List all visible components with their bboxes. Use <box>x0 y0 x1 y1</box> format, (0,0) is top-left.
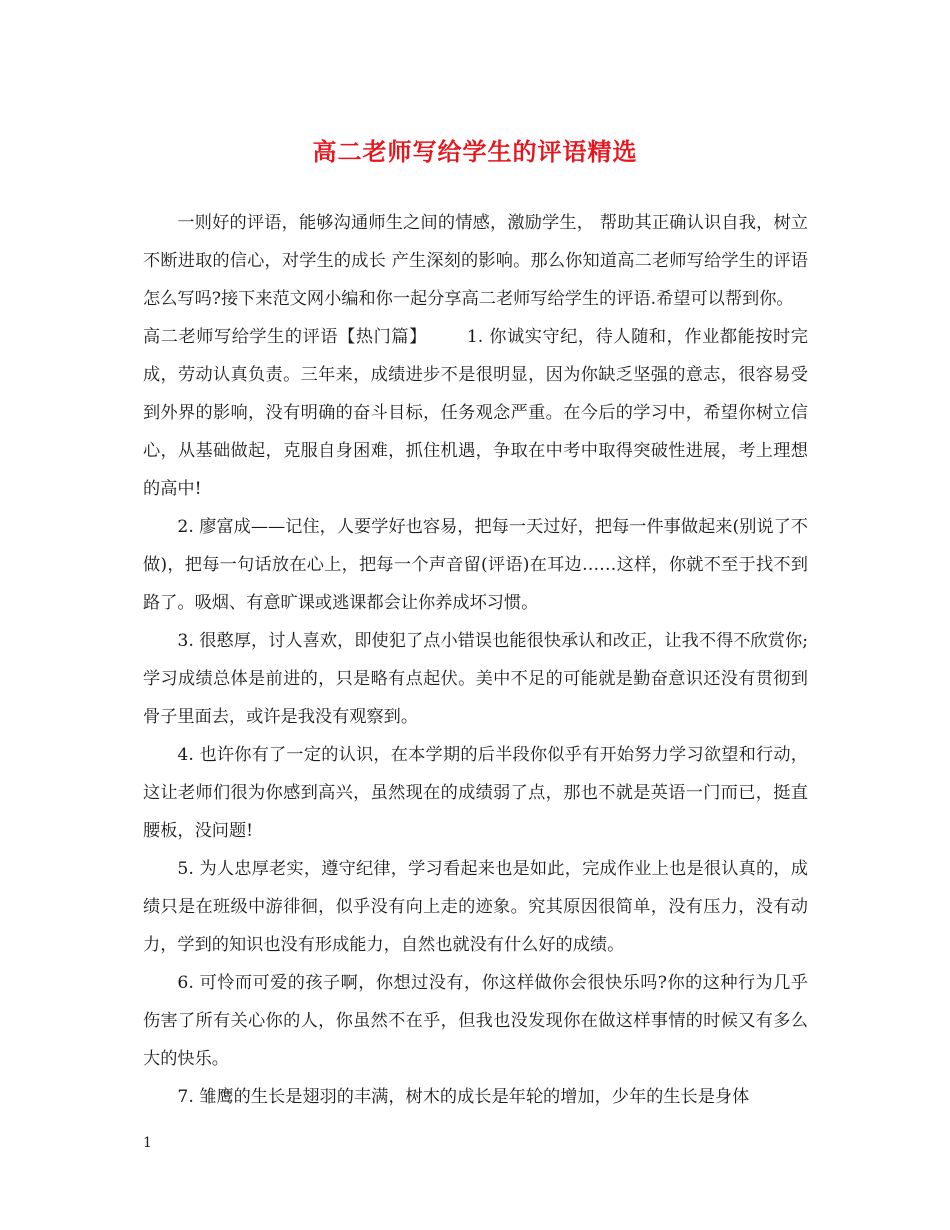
section-paragraph <box>143 318 808 508</box>
comment-item-7: 7. 雏鹰的生长是翅羽的丰满，树木的成长是年轮的增加，少年的生长是身体 <box>177 1087 750 1107</box>
comment-item-1: 1. 你诚实守纪，待人随和，作业都能按时完成，劳动认真负责。三年来，成绩进步不是很明显，因为你缺乏坚强的意志，很容易受到外界的影响，没有明确的奋斗目标，任务观念严重。在今后的学习中，希望你树立信心，从基础做起，克服自身困难，抓住机遇，争取在中考中取得突破性进展，考上理想的高中! <box>143 327 808 499</box>
comment-item-2: 2. 廖富成——记住，人要学好也容易，把每一天过好，把每一件事做起来(别说了不做)，把每一句话放在心上，把每一个声音留(评语)在耳边……这样，你就不至于找不到路了。吸烟、有意旷课或逃课都会让你养成坏习惯。 <box>143 517 808 613</box>
document-body <box>143 204 808 1116</box>
comment-item-3: 3. 很憨厚，讨人喜欢，即使犯了点小错误也能很快承认和改正，让我不得不欣赏你;学习成绩总体是前进的，只是略有点起伏。美中不足的可能就是勤奋意识还没有贯彻到骨子里面去，或许是我没有观察到。 <box>143 631 808 727</box>
section-heading: 高二老师写给学生的评语【热门篇】 <box>143 327 427 347</box>
comment-item-5: 5. 为人忠厚老实，遵守纪律，学习看起来也是如此，完成作业上也是很认真的，成绩只是在班级中游徘徊，似乎没有向上走的迹象。究其原因很简单，没有压力，没有动力，学到的知识也没有形成能力，自然也就没有什么好的成绩。 <box>143 859 808 955</box>
comment-item-4: 4. 也许你有了一定的认识，在本学期的后半段你似乎有开始努力学习欲望和行动，这让老师们很为你感到高兴，虽然现在的成绩弱了点，那也不就是英语一门而已，挺直腰板，没问题! <box>143 745 808 841</box>
document-title: 高二老师写给学生的评语精选 <box>312 137 638 166</box>
intro-paragraph: 一则好的评语，能够沟通师生之间的情感，激励学生， 帮助其正确认识自我，树立不断进取的信心，对学生的成长 产生深刻的影响。那么你知道高二老师写给学生的评语怎么写吗?接下来范文网小编和你一起分享高二老师写给学生的评语.希望可以帮到你。 <box>143 213 808 309</box>
page-number: 1 <box>143 1135 152 1151</box>
comment-item-6: 6. 可怜而可爱的孩子啊，你想过没有，你这样做你会很快乐吗?你的这种行为几乎伤害了所有关心你的人，你虽然不在乎，但我也没发现你在做这样事情的时候又有多么大的快乐。 <box>143 973 808 1069</box>
